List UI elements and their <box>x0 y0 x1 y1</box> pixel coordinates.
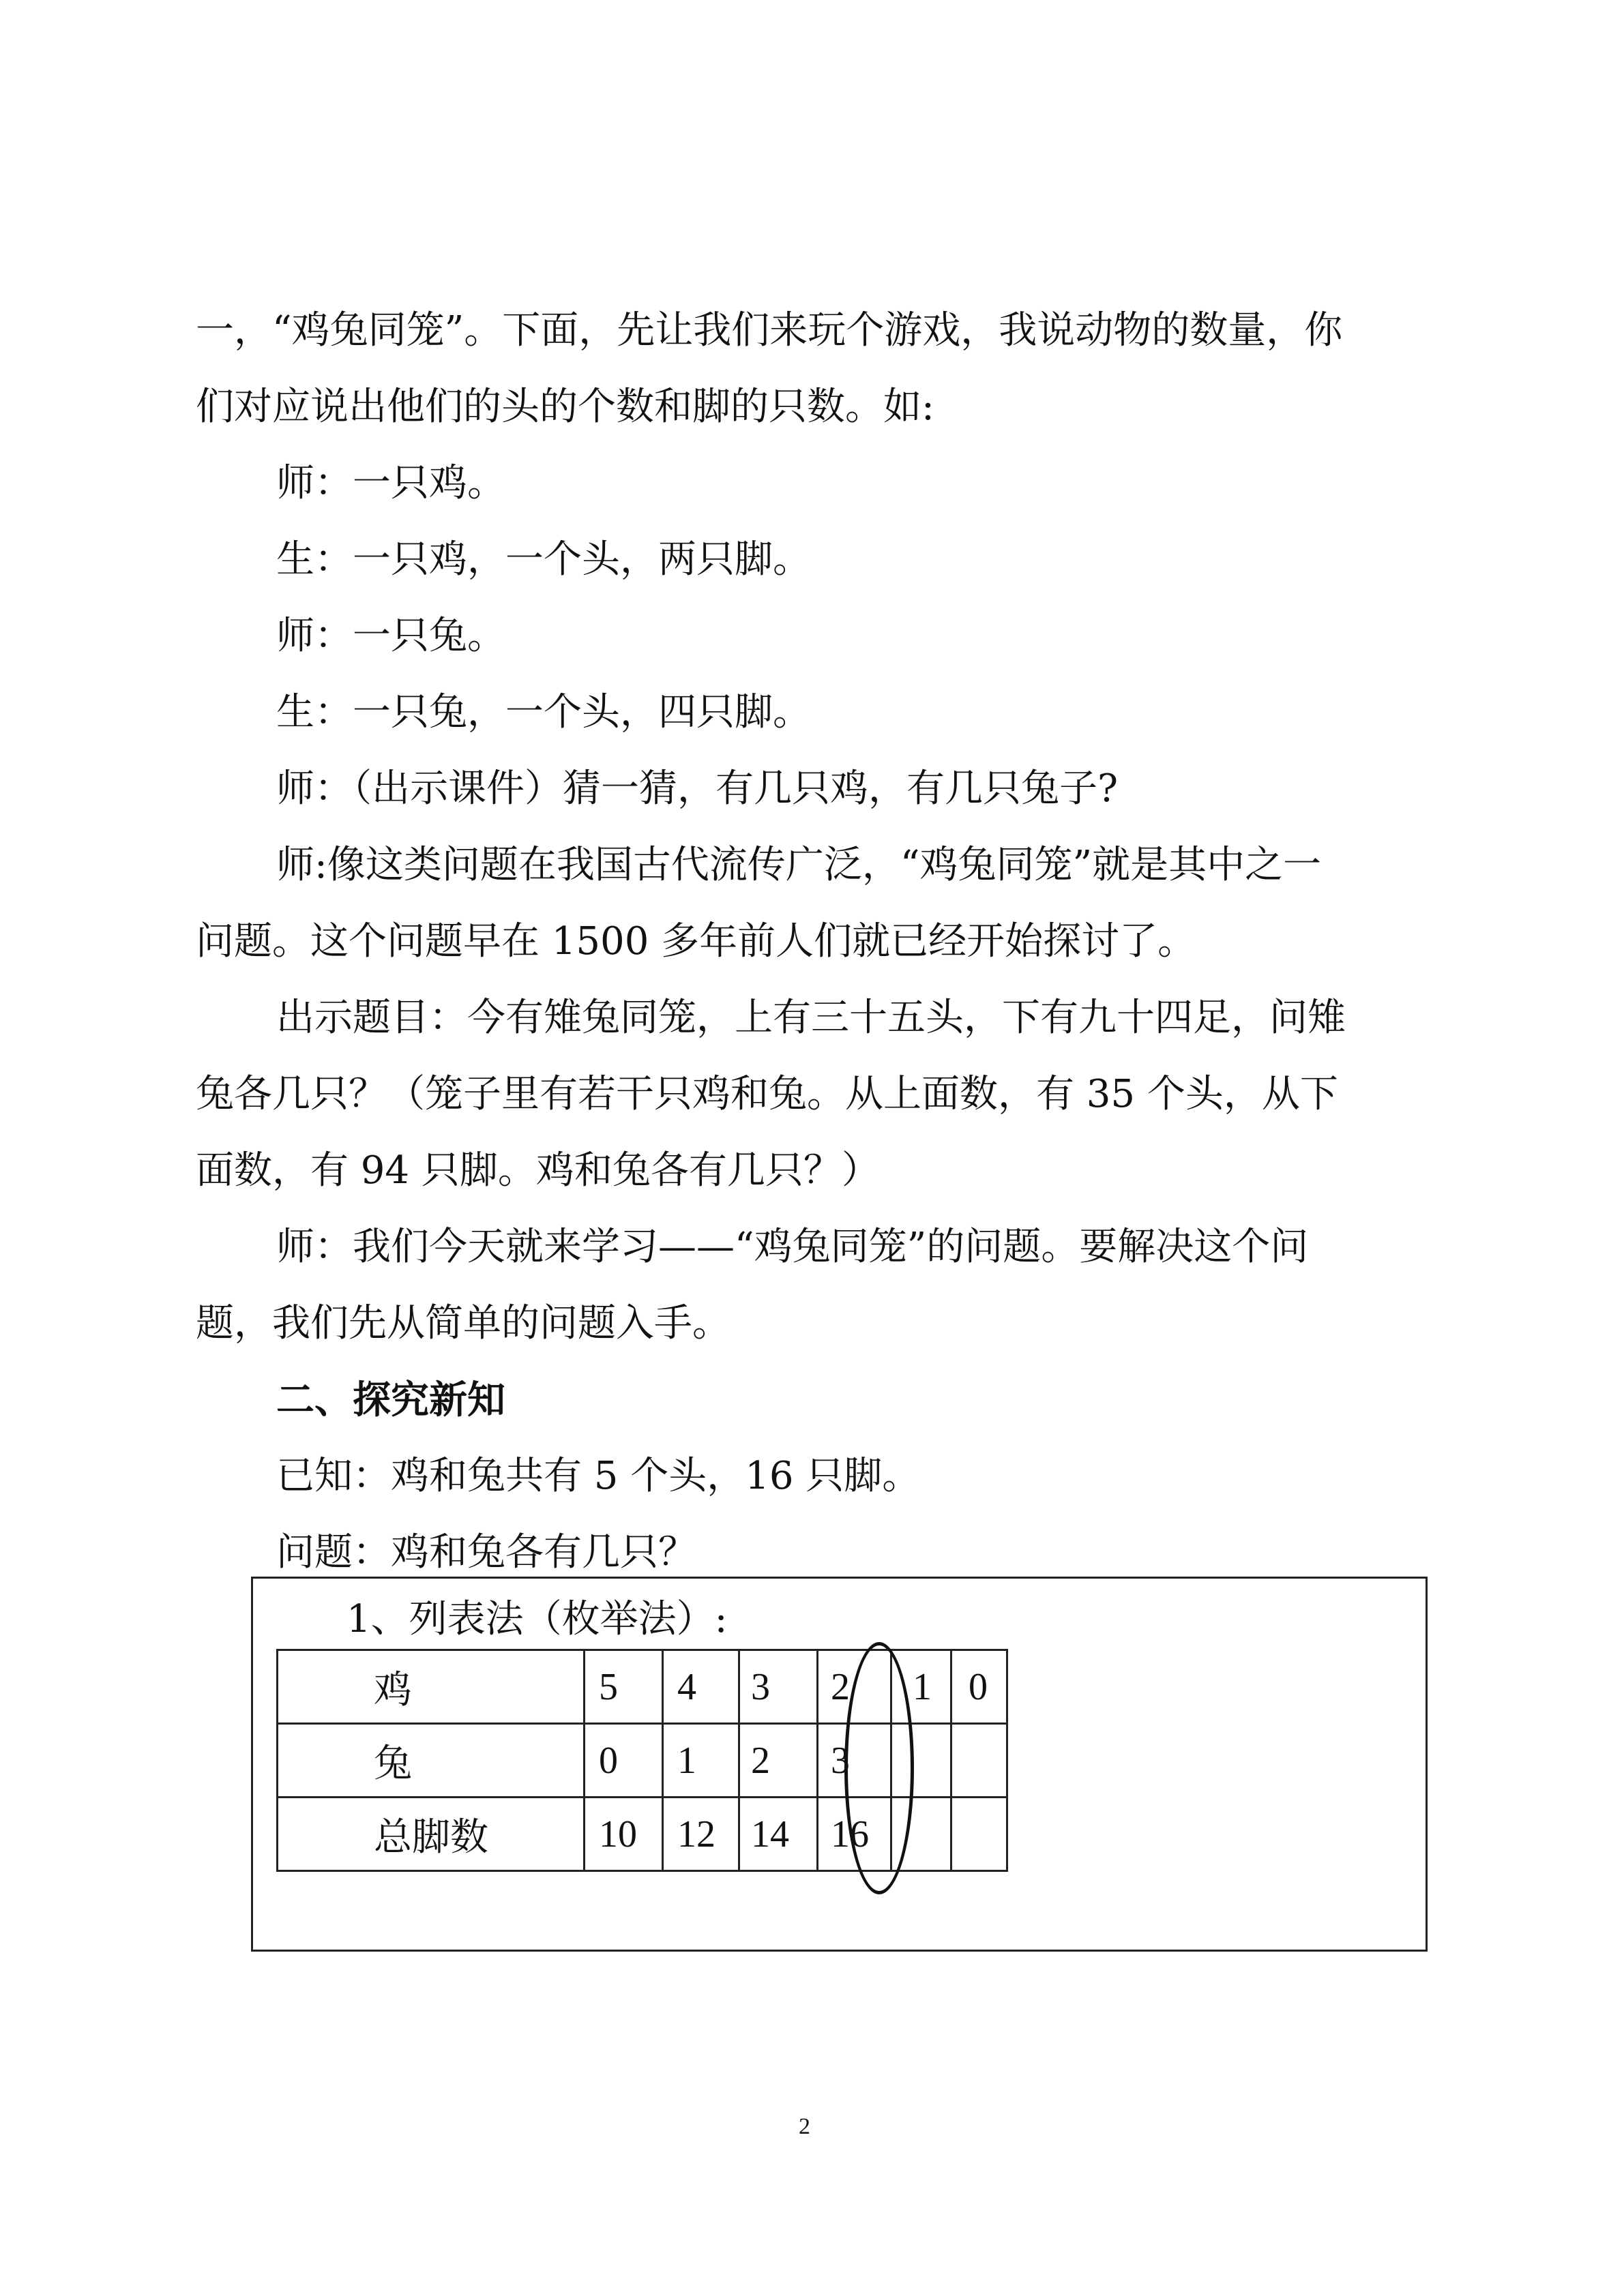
question-line: 问题：鸡和兔各有几只？ <box>276 1530 696 1575</box>
table-cell: 1 <box>663 1724 739 1798</box>
paragraph-line-8: 师:像这类问题在我国古代流传广泛，“鸡兔同笼”就是其中之一 <box>276 843 1322 887</box>
table-cell: 12 <box>663 1798 739 1871</box>
paragraph-line-13: 师：我们今天就来学习——“鸡兔同笼”的问题。要解决这个问 <box>276 1225 1309 1269</box>
answer-highlight-oval <box>844 1642 914 1894</box>
paragraph-line-10: 出示题目：今有雉兔同笼，上有三十五头，下有九十四足，问雉 <box>276 996 1346 1040</box>
table-cell: 0 <box>585 1724 663 1798</box>
table-cell <box>951 1798 1007 1871</box>
dialogue-line-student-2: 生：一只兔，一个头，四只脚。 <box>276 690 811 734</box>
page-number: 2 <box>799 2114 810 2139</box>
table-cell: 3 <box>818 1724 891 1798</box>
paragraph-line-12: 面数，有 94 只脚。鸡和兔各有几只？） <box>196 1148 880 1193</box>
dialogue-line-teacher-2: 师：一只兔。 <box>276 614 505 658</box>
paragraph-line-2: 们对应说出他们的头的个数和脚的只数。如: <box>196 385 934 429</box>
row-label: 总脚数 <box>278 1798 585 1871</box>
paragraph-line-11: 兔各几只？（笼子里有若干只鸡和兔。从上面数，有 35 个头，从下 <box>196 1072 1338 1116</box>
row-label: 兔 <box>278 1724 585 1798</box>
dialogue-line-teacher-1: 师：一只鸡。 <box>276 461 505 505</box>
table-cell: 3 <box>739 1650 818 1724</box>
paragraph-line-1: 一，“鸡兔同笼”。下面，先让我们来玩个游戏，我说动物的数量，你 <box>196 308 1343 353</box>
paragraph-line-14: 题，我们先从简单的问题入手。 <box>196 1301 730 1345</box>
table-cell: 1 <box>891 1650 951 1724</box>
table-cell: 0 <box>951 1650 1007 1724</box>
table-cell: 2 <box>739 1724 818 1798</box>
method-title: 1、列表法（枚举法）: <box>346 1597 728 1641</box>
table-cell: 5 <box>585 1650 663 1724</box>
given-condition: 已知：鸡和兔共有 5 个头，16 只脚。 <box>276 1454 921 1498</box>
row-label: 鸡 <box>278 1650 585 1724</box>
section-heading: 二、探究新知 <box>276 1377 505 1422</box>
table-cell: 14 <box>739 1798 818 1871</box>
paragraph-line-9: 问题。这个问题早在 1500 多年前人们就已经开始探讨了。 <box>196 919 1196 964</box>
dialogue-line-student-1: 生：一只鸡，一个头，两只脚。 <box>276 537 811 582</box>
table-cell: 2 <box>818 1650 891 1724</box>
table-cell <box>951 1724 1007 1798</box>
table-cell: 16 <box>818 1798 891 1871</box>
table-cell: 10 <box>585 1798 663 1871</box>
dialogue-line-teacher-3: 师：（出示课件）猜一猜，有几只鸡，有几只兔子? <box>276 766 1119 811</box>
table-cell: 4 <box>663 1650 739 1724</box>
